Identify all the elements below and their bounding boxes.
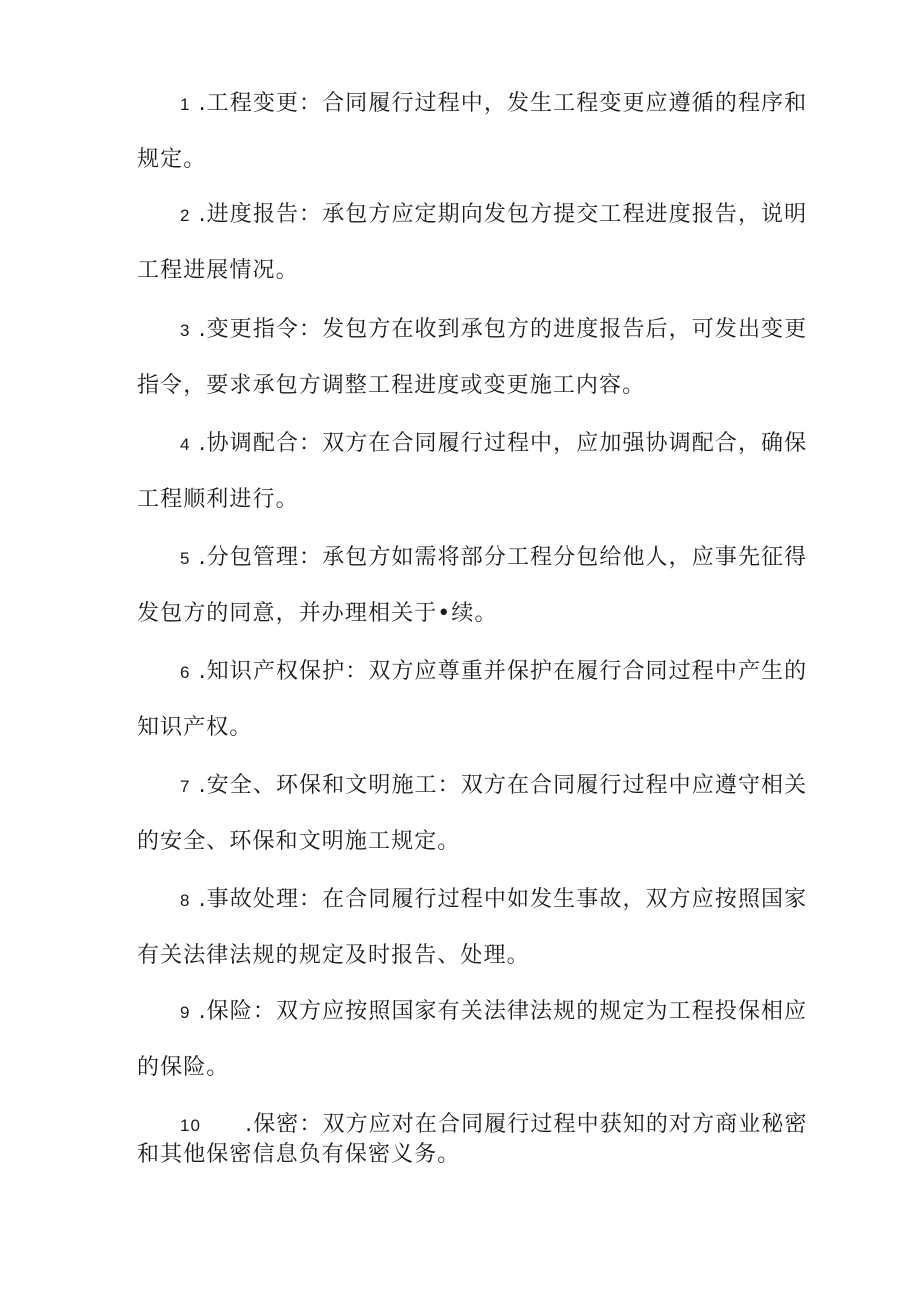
clause-first-line bbox=[137, 758, 808, 814]
clause-continuation: 发包方的同意，并办理相关于•续。 bbox=[137, 601, 498, 626]
clause-9 bbox=[137, 984, 808, 1096]
clause-first-line bbox=[137, 1110, 808, 1140]
clause-number: 4 bbox=[180, 435, 191, 454]
clause-10 bbox=[137, 1110, 808, 1170]
clause-continuation: 有关法律法规的规定及时报告、处理。 bbox=[137, 943, 530, 968]
clause-number: 8 bbox=[180, 891, 191, 910]
clause-7 bbox=[137, 758, 808, 870]
clause-text: .知识产权保护：双方应尊重并保护在履行合同过程中产生的 bbox=[198, 659, 808, 684]
clause-number: 2 bbox=[180, 206, 191, 225]
clause-number: 6 bbox=[180, 663, 191, 682]
clause-3 bbox=[137, 302, 808, 414]
clause-number: 7 bbox=[180, 777, 191, 796]
clause-text: .保密：双方应对在合同履行过程中获知的对方商业秘密 bbox=[245, 1112, 808, 1137]
clause-first-line bbox=[137, 984, 808, 1040]
clause-4 bbox=[137, 416, 808, 528]
clause-2 bbox=[137, 187, 808, 299]
clause-first-line bbox=[137, 416, 808, 472]
clause-number: 1 bbox=[180, 95, 191, 114]
clause-first-line bbox=[137, 530, 808, 586]
clause-text: .保险：双方应按照国家有关法律法规的规定为工程投保相应 bbox=[198, 999, 808, 1024]
clause-continuation: 规定。 bbox=[137, 147, 207, 172]
clause-number: 3 bbox=[180, 321, 191, 340]
clause-number: 5 bbox=[180, 549, 191, 568]
clause-text: .安全、环保和文明施工：双方在合同履行过程中应遵守相关 bbox=[198, 773, 808, 798]
clause-continuation: 工程进展情况。 bbox=[137, 258, 299, 283]
clause-first-line bbox=[137, 644, 808, 700]
clause-continuation: 和其他保密信息负有保密义务。 bbox=[137, 1142, 461, 1167]
clause-text: .工程变更：合同履行过程中，发生工程变更应遵循的程序和 bbox=[198, 91, 808, 116]
clause-first-line bbox=[137, 872, 808, 928]
clause-continuation: 的安全、环保和文明施工规定。 bbox=[137, 829, 461, 854]
clause-continuation: 工程顺利进行。 bbox=[137, 487, 299, 512]
clause-text: .变更指令：发包方在收到承包方的进度报告后，可发出变更 bbox=[198, 317, 808, 342]
clause-text: .进度报告：承包方应定期向发包方提交工程进度报告，说明 bbox=[198, 202, 808, 227]
clause-number: 10 bbox=[180, 1116, 202, 1135]
clause-text: .协调配合：双方在合同履行过程中，应加强协调配合，确保 bbox=[198, 431, 808, 456]
clause-continuation: 知识产权。 bbox=[137, 715, 253, 740]
clause-first-line bbox=[137, 187, 808, 243]
clause-6 bbox=[137, 644, 808, 756]
clause-1 bbox=[137, 76, 808, 188]
clause-continuation: 指令，要求承包方调整工程进度或变更施工内容。 bbox=[137, 373, 646, 398]
clause-text: .事故处理：在合同履行过程中如发生事故，双方应按照国家 bbox=[198, 887, 808, 912]
clause-first-line bbox=[137, 302, 808, 358]
clause-first-line bbox=[137, 76, 808, 132]
clause-continuation: 的保险。 bbox=[137, 1055, 230, 1080]
clause-text: .分包管理：承包方如需将部分工程分包给他人，应事先征得 bbox=[198, 545, 808, 570]
clause-8 bbox=[137, 872, 808, 984]
clause-number: 9 bbox=[180, 1003, 191, 1022]
clause-5 bbox=[137, 530, 808, 642]
